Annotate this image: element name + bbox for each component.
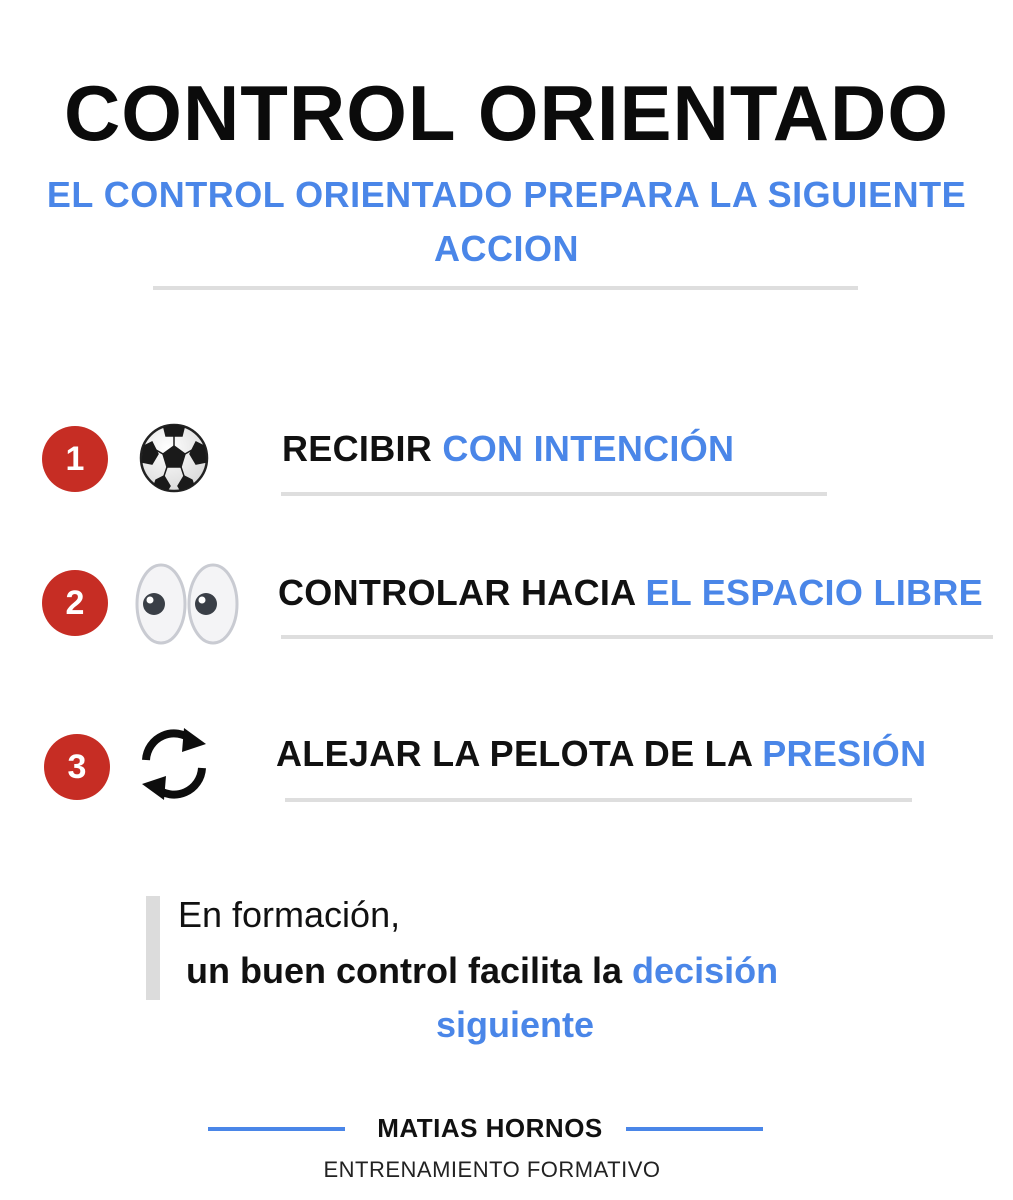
step-3-badge: 3	[44, 734, 110, 800]
footer-role: ENTRENAMIENTO FORMATIVO	[323, 1157, 661, 1182]
quote-line-2-dark: un buen control facilita la	[186, 950, 633, 991]
step-2-text	[278, 572, 983, 614]
subtitle-line-2: ACCION	[434, 228, 579, 269]
page-title: CONTROL ORIENTADO	[63, 69, 950, 157]
footer-line-right	[626, 1127, 763, 1131]
step-1-divider	[281, 492, 827, 496]
quote-line-2-highlight: decisión	[632, 950, 779, 991]
step-3-divider	[285, 798, 912, 802]
step-3-text	[276, 733, 926, 775]
step-2-badge: 2	[42, 570, 108, 636]
step-1-text	[282, 428, 734, 470]
quote-bar	[146, 896, 160, 1000]
step-3-text-dark: ALEJAR LA PELOTA DE LA	[276, 733, 763, 774]
header-divider	[153, 286, 858, 290]
step-2-text-dark: CONTROLAR HACIA	[278, 572, 646, 613]
refresh-arrows-icon	[132, 722, 216, 811]
subtitle-line-1: EL CONTROL ORIENTADO PREPARA LA SIGUIENTE	[46, 174, 967, 215]
step-1-text-dark: RECIBIR	[282, 428, 443, 469]
quote-line-1: En formación,	[178, 894, 401, 935]
step-3-text-highlight: PRESIÓN	[762, 733, 927, 774]
soccer-ball-icon	[138, 422, 210, 499]
step-1-text-highlight: CON INTENCIÓN	[442, 428, 735, 469]
eyes-icon	[134, 562, 244, 651]
step-1-badge: 1	[42, 426, 108, 492]
quote-line-3: siguiente	[435, 1004, 595, 1045]
step-2-text-highlight: EL ESPACIO LIBRE	[645, 572, 983, 613]
step-2-divider	[281, 635, 993, 639]
subtitle	[30, 168, 983, 276]
quote-line-2	[186, 950, 778, 992]
footer-author: MATIAS HORNOS	[377, 1113, 603, 1143]
